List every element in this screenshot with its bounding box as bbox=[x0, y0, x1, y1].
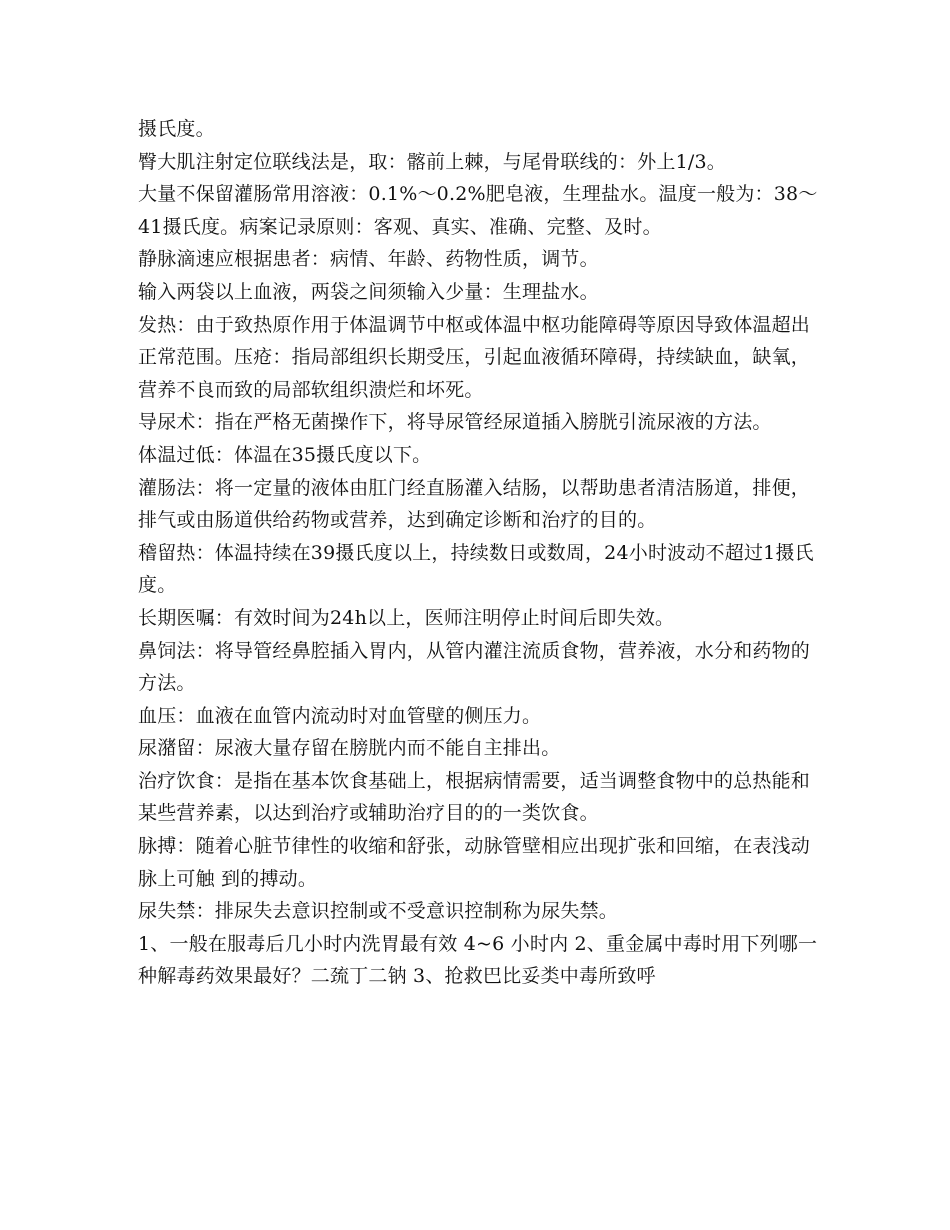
paragraph-9: 灌肠法：将一定量的液体由肛门经直肠灌入结肠，以帮助患者清洁肠道，排便，排气或由肠道供给药物或营养，达到确定诊断和治疗的目的。 bbox=[138, 476, 811, 532]
paragraph-3: 大量不保留灌肠常用溶液：0.1%～0.2%肥皂液，生理盐水。温度一般为：38～41摄氏度。病案记录原则：客观、真实、准确、完整、及时。 bbox=[138, 183, 818, 238]
paragraph-17: 尿失禁：排尿失去意识控制或不受意识控制称为尿失禁。 bbox=[138, 900, 619, 923]
paragraph-2: 臀大肌注射定位联线法是，取：髂前上棘，与尾骨联线的：外上1/3。 bbox=[138, 150, 726, 173]
document-body bbox=[138, 113, 828, 993]
paragraph-5: 输入两袋以上血液，两袋之间须输入少量：生理盐水。 bbox=[138, 280, 599, 303]
paragraph-1: 摄氏度。 bbox=[138, 118, 215, 140]
paragraph-16: 脉搏：随着心脏节律性的收缩和舒张，动脉管壁相应出现扩张和回缩，在表浅动脉上可触 到的搏动。 bbox=[138, 835, 811, 890]
paragraph-14: 尿潴留：尿液大量存留在膀胱内而不能自主排出。 bbox=[138, 737, 561, 760]
paragraph-13: 血压：血液在血管内流动时对血管壁的侧压力。 bbox=[138, 704, 542, 727]
paragraph-4: 静脉滴速应根据患者：病情、年龄、药物性质，调节。 bbox=[138, 248, 599, 271]
paragraph-8: 体温过低：体温在35摄氏度以下。 bbox=[138, 443, 432, 466]
paragraph-7: 导尿术：指在严格无菌操作下，将导尿管经尿道插入膀胱引流尿液的方法。 bbox=[138, 411, 772, 434]
paragraph-12: 鼻饲法：将导管经鼻腔插入胃内，从管内灌注流质食物，营养液，水分和药物的方法。 bbox=[138, 639, 811, 695]
paragraph-15: 治疗饮食：是指在基本饮食基础上，根据病情需要，适当调整食物中的总热能和某些营养素，以达到治疗或辅助治疗目的的一类饮食。 bbox=[138, 769, 811, 825]
paragraph-10: 稽留热：体温持续在39摄氏度以上，持续数日或数周，24小时波动不超过1摄氏度。 bbox=[138, 541, 814, 597]
paragraph-11: 长期医嘱：有效时间为24h以上，医师注明停止时间后即失效。 bbox=[138, 606, 675, 629]
paragraph-6: 发热：由于致热原作用于体温调节中枢或体温中枢功能障碍等原因导致体温超出正常范围。压疮：指局部组织长期受压，引起血液循环障碍，持续缺血，缺氧，营养不良而致的局部软组织溃烂和坏死。 bbox=[138, 313, 811, 401]
paragraph-18: 1、一般在服毒后几小时内洗胃最有效 4~6 小时内 2、重金属中毒时用下列哪一种解毒药效果最好？二巯丁二钠 3、抢救巴比妥类中毒所致呼 bbox=[138, 932, 818, 988]
